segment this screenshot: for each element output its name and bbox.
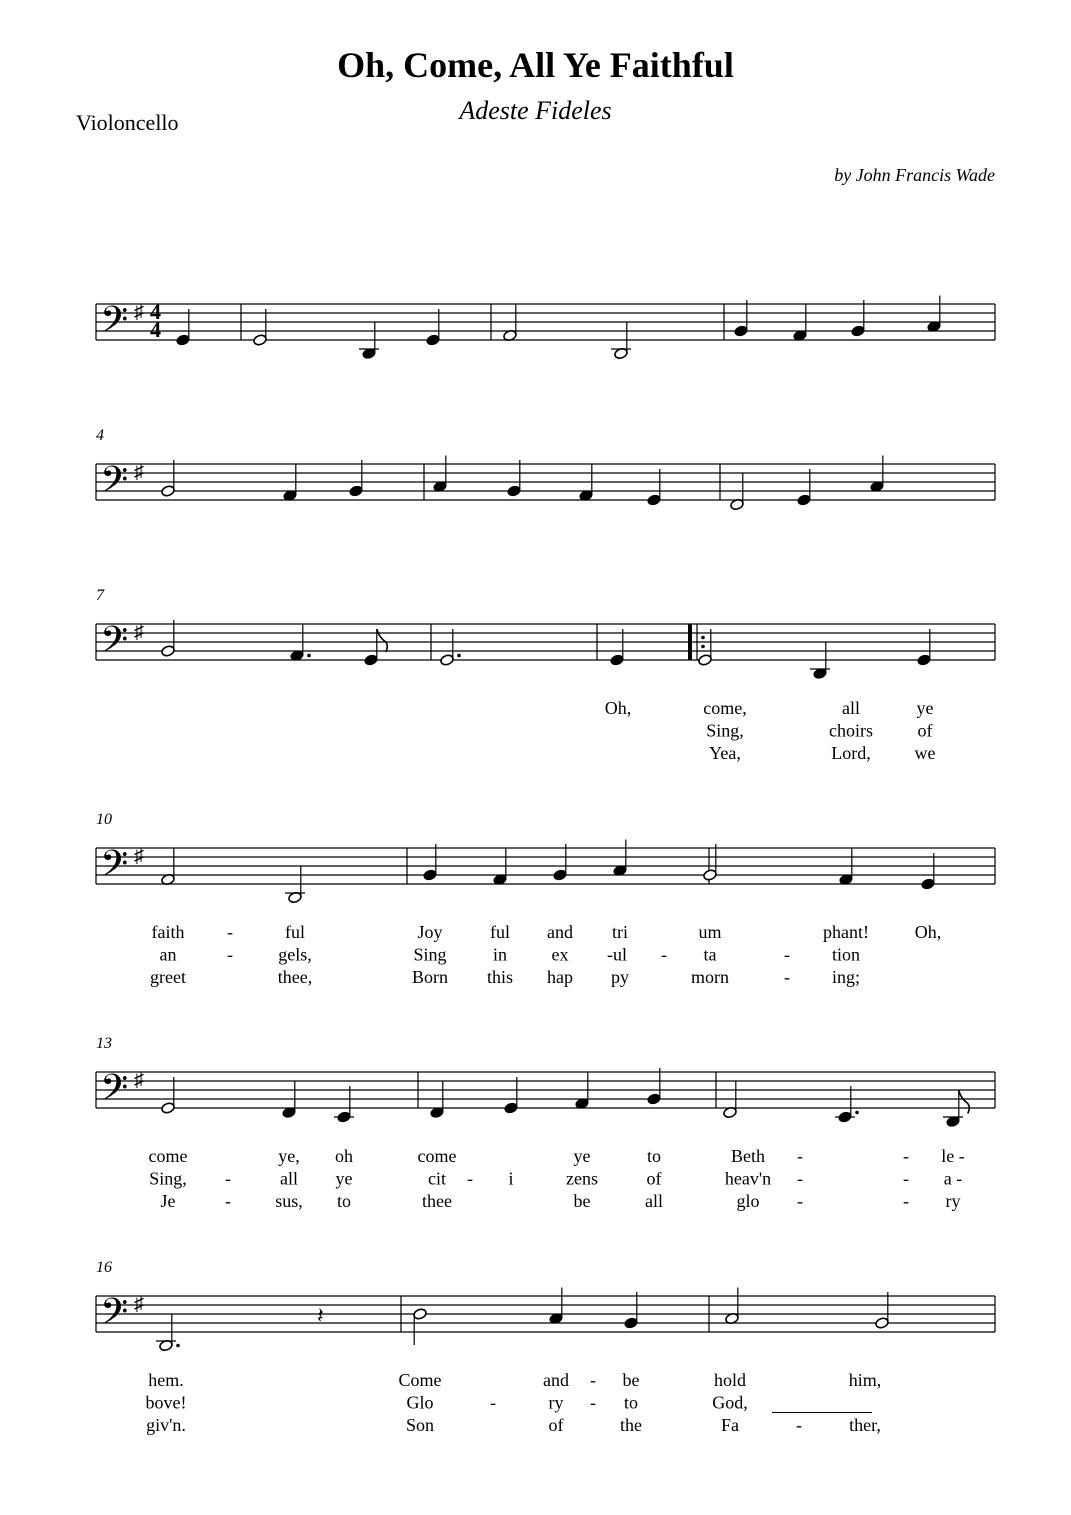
lyric-syllable: um [698,922,722,942]
notehead [161,645,176,658]
lyric-syllable: heav'n [724,1168,772,1189]
lyric-syllable: bove! [145,1392,187,1413]
key-signature-sharp: ♯ [134,1293,144,1315]
augmentation-dot [307,654,311,658]
lyric-syllable: a - [943,1168,963,1189]
lyric-syllable: Je [160,1191,176,1211]
lyric-syllable: him, [848,1370,882,1390]
lyric-syllable: all [842,698,860,718]
notehead [176,334,191,347]
lyric-syllable: come [148,1146,188,1166]
lyric-syllable: ta [703,944,717,965]
lyric-syllable: Sing, [706,720,744,741]
lyric-hyphen: - [227,922,233,942]
notehead [507,485,522,498]
lyric-syllable: Son [405,1415,435,1435]
lyric-syllable: ry [548,1392,564,1413]
bass-clef-icon: 𝄢 [100,1068,129,1117]
lyric-syllable: we [914,743,936,763]
lyric-hyphen: - [590,1392,596,1413]
notehead [624,1317,639,1330]
lyric-syllable: of [548,1415,564,1435]
lyric-hyphen: - [225,1168,231,1189]
lyric-hyphen: - [797,1191,803,1211]
lyric-syllable: God, [712,1392,748,1413]
lyric-hyphen: - [225,1191,231,1211]
lyric-hyphen: - [797,1168,803,1189]
lyric-syllable: Born [412,967,448,987]
lyric-syllable: of [917,720,933,741]
notehead [253,334,268,347]
time-signature-bottom: 4 [150,317,161,342]
lyric-syllable: cit [428,1168,446,1189]
lyric-hyphen: - [784,967,790,987]
measure-number: 10 [96,811,112,828]
notehead [426,334,441,347]
notehead [413,1308,428,1321]
score-subtitle: Adeste Fideles [459,96,612,125]
lyric-syllable: faith [151,922,185,942]
lyric-syllable: ry [945,1191,961,1211]
lyric-hyphen: - [903,1191,909,1211]
lyric-hyphen: - [903,1146,909,1166]
composer-credit: by John Francis Wade [834,165,995,185]
notehead [349,485,364,498]
measure-number: 13 [96,1035,112,1052]
score-title: Oh, Come, All Ye Faithful [337,45,734,85]
lyric-syllable: in [492,944,508,965]
lyric-syllable: py [611,967,629,987]
augmentation-dot [176,1344,180,1348]
lyric-syllable: Oh, [604,698,632,718]
lyric-syllable: and [547,922,573,942]
lyric-hyphen: - [797,1146,803,1166]
repeat-dot [701,645,705,649]
lyric-hyphen: - [661,944,667,965]
lyric-syllable: ex [551,944,569,965]
lyric-syllable: to [623,1392,639,1413]
notehead [161,485,176,498]
notehead [797,494,812,507]
key-signature-sharp: ♯ [134,1069,144,1091]
lyric-syllable: zens [566,1168,598,1189]
notehead [875,1317,890,1330]
lyric-syllable: hap [547,967,573,987]
notehead [698,654,713,667]
lyric-syllable: gels, [278,944,312,965]
notehead [553,869,568,882]
lyric-syllable: the [620,1415,642,1435]
lyric-hyphen: - [903,1168,909,1189]
lyric-syllable: Lord, [831,743,871,763]
lyric-syllable: hem. [148,1370,184,1390]
augmentation-dot [855,1111,859,1115]
lyric-syllable: tion [831,944,861,965]
lyric-syllable: Beth [731,1146,765,1166]
notehead [161,1102,176,1115]
lyric-syllable: ing; [831,967,861,987]
lyric-syllable: all [280,1168,298,1189]
notehead [851,325,866,338]
lyric-syllable: Yea, [709,743,741,763]
eighth-flag [959,1091,970,1114]
notehead [917,654,932,667]
lyric-syllable: thee [422,1191,452,1211]
instrument-name: Violoncello [76,110,179,135]
lyric-syllable: hold [713,1370,747,1390]
lyric-syllable: come [417,1146,457,1166]
lyric-syllable: glo [736,1191,760,1211]
lyric-syllable: i [508,1168,514,1189]
lyric-syllable: all [645,1191,663,1211]
lyric-syllable: greet [150,967,186,987]
lyric-syllable: Fa [721,1415,739,1435]
lyric-syllable: an [159,944,177,965]
notehead [921,878,936,891]
lyric-syllable: to [336,1191,352,1211]
notehead [647,1093,662,1106]
lyric-syllable: oh [335,1146,353,1166]
lyric-syllable: come, [703,698,747,718]
lyric-syllable: and [543,1370,569,1390]
bass-clef-icon: 𝄢 [100,1292,129,1341]
lyric-hyphen: - [784,944,790,965]
quarter-rest: 𝄽 [317,1303,324,1328]
lyric-hyphen: - [227,944,233,965]
lyric-hyphen: - [607,944,613,965]
notehead [610,654,625,667]
key-signature-sharp: ♯ [134,845,144,867]
notehead [703,869,718,882]
lyric-syllable: this [486,967,514,987]
lyric-hyphen: - [467,1168,473,1189]
measure-number: 4 [96,427,104,444]
lyric-syllable: ye [916,698,934,718]
lyric-syllable: Joy [417,922,443,942]
key-signature-sharp: ♯ [134,301,144,323]
lyric-syllable: thee, [277,967,313,987]
lyric-syllable: ful [490,922,510,942]
lyric-syllable: ul [612,944,628,965]
lyric-syllable: morn [691,967,729,987]
bass-clef-icon: 𝄢 [100,300,129,349]
lyric-syllable: ful [285,922,305,942]
lyric-syllable: choirs [829,720,873,741]
bass-clef-icon: 𝄢 [100,620,129,669]
measure-number: 16 [96,1259,112,1276]
lyric-syllable: le - [941,1146,965,1166]
lyric-syllable: Glo [406,1392,434,1413]
augmentation-dot [457,654,461,658]
key-signature-sharp: ♯ [134,621,144,643]
time-signature-top: 4 [150,299,161,324]
lyric-syllable: to [646,1146,662,1166]
lyric-syllable: ye, [278,1146,300,1166]
notehead [364,654,379,667]
notehead [423,869,438,882]
lyric-syllable: sus, [275,1191,303,1211]
lyric-syllable: be [573,1191,591,1211]
lyric-hyphen: - [796,1415,802,1435]
lyric-syllable: Come [398,1370,442,1390]
notehead [647,494,662,507]
lyric-syllable: Sing, [149,1168,187,1189]
lyric-syllable: ye [573,1146,591,1166]
lyric-hyphen: - [490,1392,496,1413]
lyric-syllable: tri [612,922,628,942]
notehead [504,1102,519,1115]
lyric-syllable: be [622,1370,640,1390]
notehead [734,325,749,338]
lyric-syllable: of [646,1168,662,1189]
notehead [440,654,455,667]
lyric-syllable: ther, [849,1415,881,1435]
measure-number: 7 [96,587,104,604]
lyric-syllable: Sing [413,944,447,965]
repeat-thick-bar [688,624,692,660]
lyric-syllable: ye [335,1168,353,1189]
bass-clef-icon: 𝄢 [100,844,129,893]
lyric-syllable: Oh, [914,922,942,942]
repeat-dot [701,636,705,640]
bass-clef-icon: 𝄢 [100,460,129,509]
lyric-syllable: giv'n. [146,1415,186,1435]
lyric-syllable: phant! [823,922,869,942]
key-signature-sharp: ♯ [134,461,144,483]
lyric-hyphen: - [590,1370,596,1390]
